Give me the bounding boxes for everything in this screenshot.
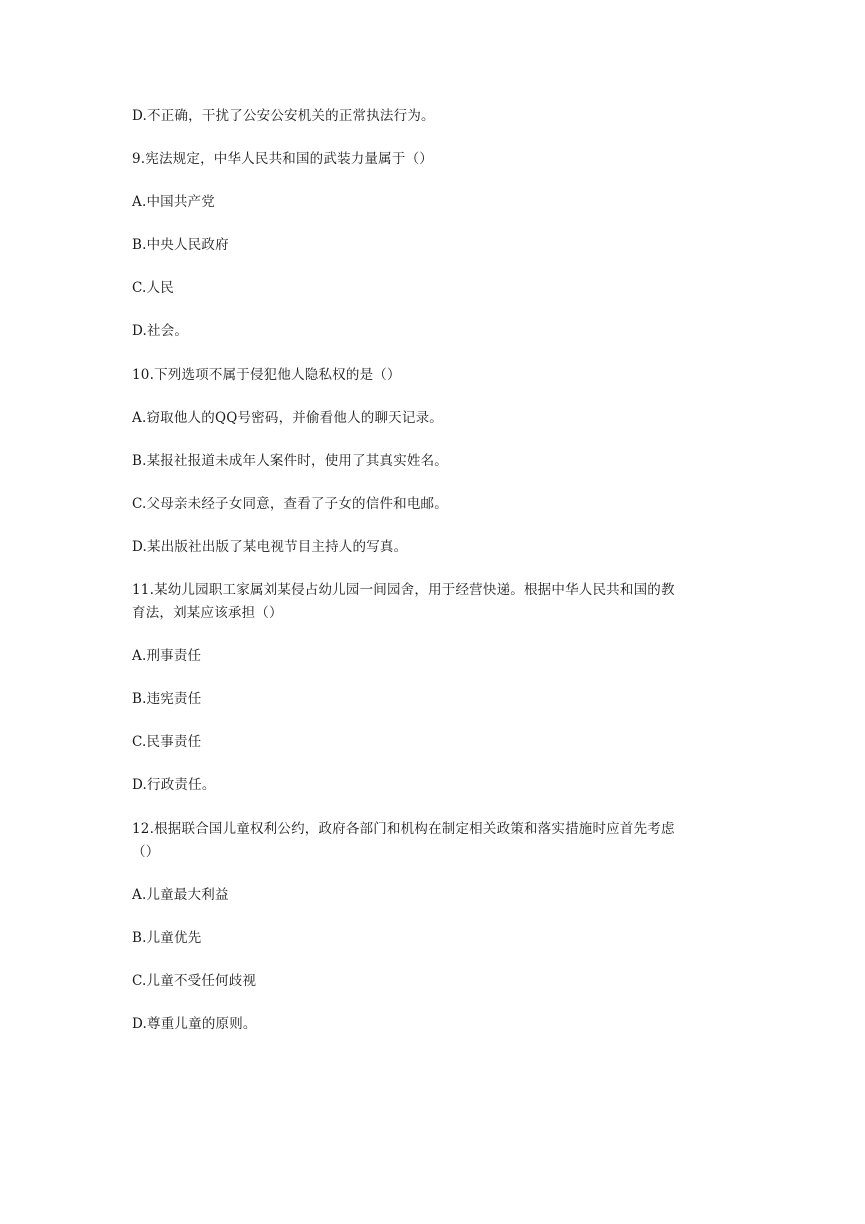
q12-option-a: A.儿童最大利益	[132, 887, 229, 903]
q9-option-b: B.中央人民政府	[132, 237, 229, 253]
q12-option-b: B.儿童优先	[132, 930, 202, 946]
q10-option-c: C.父母亲未经子女同意，查看了子女的信件和电邮。	[132, 496, 448, 512]
q10-option-b: B.某报社报道未成年人案件时，使用了其真实姓名。	[132, 453, 449, 469]
text-line-d-incorrect: D.不正确，干扰了公安公安机关的正常执法行为。	[132, 108, 435, 124]
question-11-line-1: 11.某幼儿园职工家属刘某侵占幼儿园一间园舍，用于经营快递。根据中华人民共和国的教	[132, 582, 675, 598]
question-11-line-2: 育法，刘某应该承担（）	[132, 605, 283, 621]
question-12-line-2: （）	[132, 844, 160, 860]
question-9: 9.宪法规定，中华人民共和国的武装力量属于（）	[132, 151, 433, 167]
q9-option-c: C.人民	[132, 280, 174, 296]
question-10: 10.下列选项不属于侵犯他人隐私权的是（）	[132, 367, 401, 383]
q12-option-d: D.尊重儿童的原则。	[132, 1016, 257, 1032]
q11-option-a: A.刑事责任	[132, 648, 202, 664]
q11-option-c: C.民事责任	[132, 734, 202, 750]
q10-option-d: D.某出版社出版了某电视节目主持人的写真。	[132, 539, 408, 555]
q11-option-b: B.违宪责任	[132, 691, 202, 707]
q10-option-a: A.窃取他人的QQ号密码，并偷看他人的聊天记录。	[132, 410, 443, 426]
question-12-line-1: 12.根据联合国儿童权利公约，政府各部门和机构在制定相关政策和落实措施时应首先考虑	[132, 821, 675, 837]
q11-option-d: D.行政责任。	[132, 777, 216, 793]
q12-option-c: C.儿童不受任何歧视	[132, 973, 257, 989]
q9-option-a: A.中国共产党	[132, 194, 215, 210]
q9-option-d: D.社会。	[132, 323, 189, 339]
